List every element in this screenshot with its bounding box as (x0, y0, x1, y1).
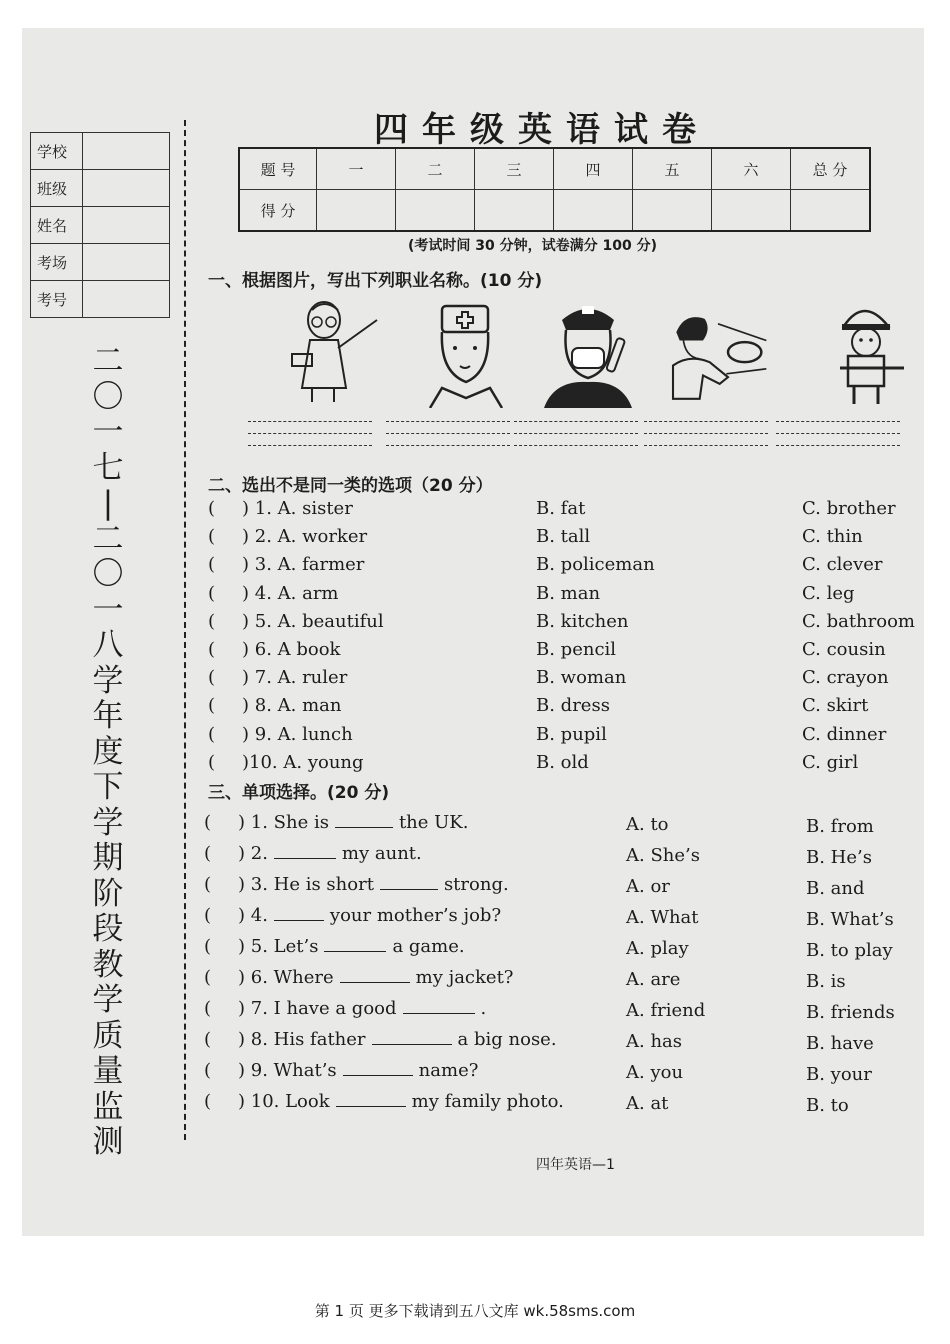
score-header-label: 题 号 (239, 148, 317, 190)
vertical-title-char: 一 (92, 591, 124, 628)
fill-blank[interactable] (274, 906, 324, 921)
vertical-title-char: 〇 (92, 378, 124, 415)
score-cell (712, 190, 791, 232)
answer-paren[interactable]: ( (204, 1029, 212, 1050)
exam-number-field (83, 281, 170, 318)
choice-a: A. or (626, 876, 670, 897)
question-option-c: C. brother (802, 498, 896, 519)
score-col-4: 四 (554, 148, 633, 190)
vertical-title-char: 八 (92, 627, 124, 663)
answer-paren[interactable]: ( (204, 843, 212, 864)
score-cell (475, 190, 554, 232)
score-cell (317, 190, 396, 232)
question-prefix: ) 1. She is (238, 812, 329, 833)
question-text (238, 1091, 564, 1112)
score-row-label: 得 分 (239, 190, 317, 232)
score-col-2: 二 (396, 148, 475, 190)
doctor-picture (422, 298, 522, 408)
score-table (238, 147, 871, 232)
vertical-title-char: 〇 (92, 556, 124, 592)
exam-number-label: 考号 (31, 281, 83, 318)
vertical-title-char: | (102, 485, 114, 521)
question-text (238, 967, 513, 988)
question-suffix: . (480, 998, 487, 1019)
vertical-title-char: 年 (92, 698, 124, 734)
question-option-c: C. crayon (802, 667, 889, 689)
name-label: 姓名 (31, 207, 83, 244)
name-field (83, 207, 170, 244)
student-info-table (30, 132, 170, 318)
score-col-6: 六 (712, 148, 791, 190)
question-option-b: B. pupil (536, 723, 607, 745)
question-prefix: ) 6. Where (238, 967, 334, 988)
vertical-title-char: 学 (92, 804, 124, 841)
nurse-picture (544, 298, 644, 408)
answer-paren[interactable]: ( (208, 667, 216, 689)
choice-a: A. play (626, 938, 689, 959)
choice-a: A. friend (626, 1000, 706, 1021)
question-option-a: ) 2. A. worker (242, 526, 368, 548)
choice-a: A. What (626, 907, 699, 928)
vertical-term-title (88, 344, 128, 1161)
teacher-picture (282, 298, 382, 408)
choice-b: B. have (806, 1033, 874, 1054)
question-option-b: B. woman (536, 667, 627, 689)
question-suffix: my family photo. (411, 1091, 564, 1112)
answer-paren[interactable]: ( (204, 1091, 212, 1112)
choice-a: A. has (626, 1031, 683, 1052)
section-2-heading: 二、选出不是同一类的选项（20 分） (208, 476, 493, 496)
choice-a: A. are (626, 969, 681, 990)
choice-b: B. from (806, 816, 874, 837)
vertical-title-char: 阶 (92, 875, 124, 912)
question-prefix: ) 5. Let’s (238, 936, 319, 957)
school-field (83, 133, 170, 170)
vertical-title-char: 学 (92, 662, 124, 699)
fill-blank[interactable] (336, 1092, 406, 1107)
score-cell (554, 190, 633, 232)
vertical-title-char: 七 (92, 449, 124, 486)
answer-paren[interactable]: ( (204, 967, 212, 988)
fill-blank[interactable] (274, 844, 336, 859)
page-label: 四年英语—1 (536, 1157, 615, 1173)
answer-paren[interactable]: ( (208, 554, 216, 576)
fill-blank[interactable] (403, 999, 475, 1014)
answer-paren[interactable]: ( (208, 498, 216, 519)
question-option-b: B. policeman (536, 554, 655, 576)
vertical-title-char: 下 (92, 769, 124, 805)
answer-paren[interactable]: ( (204, 905, 212, 926)
score-cell (396, 190, 475, 232)
vertical-title-char: 期 (92, 840, 124, 876)
page-footer: 第 1 页 更多下载请到五八文库 wk.58sms.com (314, 1302, 636, 1320)
answer-paren[interactable]: ( (204, 936, 212, 957)
choice-a: A. at (626, 1093, 669, 1114)
choice-b: B. What’s (806, 909, 894, 930)
question-suffix: name? (418, 1060, 479, 1081)
question-suffix: strong. (443, 874, 509, 895)
vertical-title-char: 监 (92, 1088, 124, 1125)
question-text (238, 998, 486, 1019)
question-option-c: C. leg (802, 582, 855, 604)
question-option-c: C. clever (802, 554, 883, 576)
vertical-title-char: 测 (92, 1124, 124, 1160)
question-prefix: ) 4. (238, 905, 268, 926)
vertical-title-char: 质 (92, 1017, 124, 1054)
vertical-title-char: 教 (92, 946, 124, 983)
question-option-c: C. dinner (802, 723, 887, 745)
question-option-a: ) 6. A book (242, 639, 341, 660)
question-suffix: my jacket? (415, 967, 514, 988)
question-option-c: C. girl (802, 751, 859, 773)
question-option-b: B. tall (536, 526, 591, 548)
class-field (83, 170, 170, 207)
answer-paren[interactable]: ( (208, 723, 216, 745)
question-option-a: ) 7. A. ruler (242, 667, 348, 689)
section-1-heading: 一、根据图片，写出下列职业名称。(10 分) (208, 271, 543, 291)
question-option-a: ) 9. A. lunch (242, 723, 353, 745)
fill-blank[interactable] (324, 937, 386, 952)
question-option-b: B. man (536, 582, 601, 604)
question-text (238, 905, 501, 926)
question-prefix: ) 3. He is short (238, 874, 374, 895)
question-option-c: C. bathroom (802, 610, 916, 632)
question-option-c: C. cousin (802, 639, 886, 660)
question-option-b: B. dress (536, 695, 610, 717)
vertical-title-char: 学 (92, 982, 124, 1018)
question-option-a: ) 8. A. man (242, 695, 342, 717)
answer-paren[interactable]: ( (208, 639, 216, 660)
question-prefix: ) 10. Look (238, 1091, 330, 1112)
vertical-title-char: 量 (92, 1053, 124, 1089)
choice-a: A. you (626, 1062, 684, 1083)
choice-b: B. your (806, 1064, 872, 1085)
answer-paren[interactable]: ( (204, 812, 212, 833)
answer-line-5[interactable] (776, 410, 900, 446)
answer-paren[interactable]: ( (208, 582, 216, 604)
exam-room-field (83, 244, 170, 281)
question-option-a: ) 4. A. arm (242, 582, 339, 604)
answer-paren[interactable]: ( (204, 1060, 212, 1081)
question-text (238, 936, 465, 957)
driver-picture (668, 298, 768, 408)
question-option-b: B. kitchen (536, 610, 629, 632)
answer-paren[interactable]: ( (204, 998, 212, 1019)
score-col-3: 三 (475, 148, 554, 190)
class-label: 班级 (31, 170, 83, 207)
score-col-total: 总 分 (791, 148, 871, 190)
question-option-a: ) 3. A. farmer (242, 554, 365, 576)
question-option-b: B. fat (536, 498, 586, 519)
section-3-heading: 三、单项选择。(20 分) (208, 783, 390, 803)
exam-note: (考试时间 30 分钟，试卷满分 100 分) (408, 238, 657, 254)
answer-paren[interactable]: ( (208, 751, 216, 773)
fill-blank[interactable] (372, 1030, 452, 1045)
question-option-a: ) 1. A. sister (242, 498, 353, 519)
answer-paren[interactable]: ( (208, 526, 216, 548)
choice-b: B. friends (806, 1002, 895, 1023)
question-option-c: C. skirt (802, 695, 869, 717)
fill-blank[interactable] (335, 813, 393, 828)
question-option-b: B. pencil (536, 639, 617, 660)
fill-blank[interactable] (340, 968, 410, 983)
question-text (238, 843, 422, 864)
answer-line-4[interactable] (644, 410, 768, 446)
choice-b: B. He’s (806, 847, 872, 868)
school-label: 学校 (31, 133, 83, 170)
answer-paren[interactable]: ( (208, 695, 216, 717)
fill-blank[interactable] (380, 875, 438, 890)
vertical-title-char: 一 (92, 414, 124, 450)
vertical-title-char: 段 (92, 911, 124, 947)
vertical-title-char: 二 (92, 520, 124, 557)
answer-paren[interactable]: ( (208, 610, 216, 632)
question-suffix: a game. (392, 936, 465, 957)
question-option-a: )10. A. young (242, 751, 364, 773)
answer-line-1[interactable] (248, 410, 372, 446)
score-col-5: 五 (633, 148, 712, 190)
exam-sheet (22, 28, 924, 1236)
exam-room-label: 考场 (31, 244, 83, 281)
fill-blank[interactable] (343, 1061, 413, 1076)
cut-line (184, 120, 186, 1140)
question-suffix: your mother’s job? (329, 905, 502, 926)
question-text (238, 1060, 478, 1081)
question-prefix: ) 7. I have a good (238, 998, 397, 1019)
answer-line-2[interactable] (386, 410, 510, 446)
choice-b: B. to play (806, 940, 893, 961)
question-option-c: C. thin (802, 526, 863, 548)
question-option-a: ) 5. A. beautiful (242, 610, 384, 632)
vertical-title-char: 二 (92, 343, 124, 379)
choice-b: B. to (806, 1095, 849, 1116)
question-text (238, 1029, 557, 1050)
score-col-1: 一 (317, 148, 396, 190)
score-cell (633, 190, 712, 232)
choice-a: A. She’s (626, 845, 700, 866)
question-prefix: ) 2. (238, 843, 268, 864)
vertical-title-char: 度 (92, 733, 124, 770)
occupation-pictures (272, 298, 912, 410)
question-prefix: ) 9. What’s (238, 1060, 337, 1081)
answer-paren[interactable]: ( (204, 874, 212, 895)
score-cell (791, 190, 871, 232)
question-text (238, 812, 468, 833)
question-text (238, 874, 509, 895)
question-prefix: ) 8. His father (238, 1029, 366, 1050)
choice-b: B. and (806, 878, 865, 899)
question-suffix: the UK. (398, 812, 469, 833)
question-suffix: a big nose. (457, 1029, 557, 1050)
choice-b: B. is (806, 971, 846, 992)
question-option-b: B. old (536, 751, 589, 773)
exam-title: 四年级英语试卷 (374, 110, 710, 150)
answer-line-3[interactable] (514, 410, 638, 446)
police-picture (820, 298, 920, 408)
question-suffix: my aunt. (341, 843, 422, 864)
choice-a: A. to (626, 814, 669, 835)
